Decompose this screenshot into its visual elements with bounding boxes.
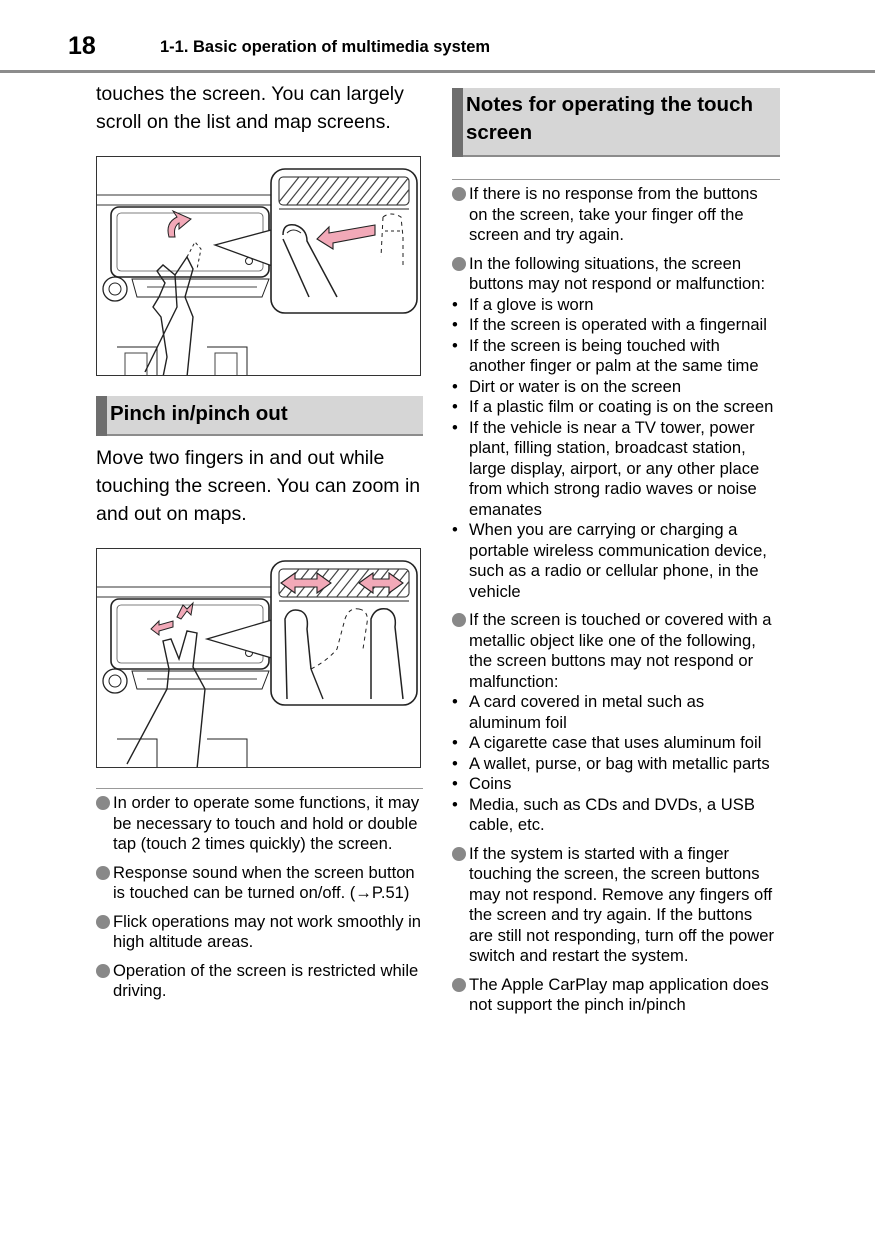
note-text: In order to operate some functions, it may be necessary to touch and hold or double tap (touch 2 times quickly) the screen. [113, 793, 420, 853]
sub-bullet-icon: • [452, 397, 458, 416]
page-number: 18 [68, 32, 96, 60]
bullet-circle-icon [96, 964, 110, 978]
page-header [0, 0, 875, 74]
note-text: If the system is started with a finger touching the screen, the screen buttons may not respond. Remove any fingers off the screen and try again. If the buttons are still not responding, turn off the power switch and restart the system. [469, 843, 775, 965]
flick-intro-text: touches the screen. You can largely scroll on the list and map screens. [96, 83, 404, 133]
notes-heading [452, 88, 780, 157]
note-item [96, 793, 423, 855]
sub-item-text: If the screen is operated with a fingernail [469, 315, 767, 334]
notes-rule-right [452, 179, 780, 180]
sub-item-text: When you are carrying or charging a portable wireless communication device, such as a radio or cellular phone, in the vehicle [469, 520, 767, 601]
sub-bullet-icon: • [452, 315, 458, 334]
note-text: In the following situations, the screen buttons may not respond or malfunction: [469, 253, 766, 293]
sub-bullet-icon: • [452, 794, 458, 814]
sub-item-text: If the screen is being touched with another finger or palm at the same time [469, 335, 759, 375]
bullet-circle-icon [452, 257, 466, 271]
pinch-heading-text: Pinch in/pinch out [110, 402, 288, 425]
flick-illustration-svg [97, 157, 421, 376]
note-item [452, 610, 780, 692]
notes-heading-text: Notes for operating the touch screen [466, 93, 753, 144]
note-text: Operation of the screen is restricted while driving. [113, 960, 419, 1000]
sub-list [452, 295, 780, 603]
bullet-circle-icon [452, 613, 466, 627]
sub-item [452, 295, 780, 316]
pinch-heading [96, 396, 423, 436]
sub-item-text: A wallet, purse, or bag with metallic parts [469, 753, 770, 773]
note-text: If the screen is touched or covered with a metallic object like one of the following, the screen buttons may not respond or malfunction: [469, 610, 772, 691]
sub-item [452, 733, 780, 754]
sub-item-text: If a plastic film or coating is on the screen [469, 397, 774, 416]
sub-bullet-icon: • [452, 733, 458, 752]
sub-bullet-icon: • [452, 520, 458, 539]
sub-item-text: A card covered in metal such as aluminum foil [469, 692, 705, 732]
sub-bullet-icon: • [452, 774, 458, 793]
note-text: If there is no response from the buttons on the screen, take your finger off the screen and try again. [469, 184, 758, 244]
note-text: The Apple CarPlay map application does not support the pinch in/pinch [469, 974, 769, 1014]
note-item [452, 254, 780, 295]
bullet-circle-icon [96, 915, 110, 929]
sub-item [452, 795, 780, 836]
sub-item [452, 377, 780, 398]
sub-bullet-icon: • [452, 376, 458, 396]
sub-item [452, 692, 780, 733]
sub-bullet-icon: • [452, 335, 458, 355]
sub-item [452, 315, 780, 336]
bullet-circle-icon [452, 187, 466, 201]
sub-item [452, 774, 780, 795]
sub-bullet-icon: • [452, 753, 458, 773]
sub-item-text: A cigarette case that uses aluminum foil [469, 733, 762, 752]
sub-item [452, 418, 780, 521]
sub-bullet-icon: • [452, 417, 458, 437]
note-item [96, 863, 423, 904]
bullet-circle-icon [96, 796, 110, 810]
sub-item [452, 336, 780, 377]
sub-bullet-icon: • [452, 692, 458, 711]
bullet-circle-icon [452, 847, 466, 861]
chapter-title: 1-1. Basic operation of multimedia system [160, 38, 491, 56]
sub-item-text: If a glove is worn [469, 294, 594, 314]
left-column [96, 80, 423, 1010]
right-column [452, 88, 780, 1024]
note-text: Response sound when the screen button is touched can be turned on/off. (→P.51) [113, 862, 415, 902]
note-item [452, 844, 780, 967]
note-item [452, 184, 780, 246]
sub-item [452, 754, 780, 775]
pinch-text: Move two fingers in and out while touching the screen. You can zoom in and out on maps. [96, 447, 421, 525]
right-notes-list [452, 184, 780, 1016]
bullet-circle-icon [96, 866, 110, 880]
sub-item-text: Media, such as CDs and DVDs, a USB cable, etc. [469, 794, 755, 834]
left-notes-list [96, 793, 423, 1002]
header-rule [0, 70, 875, 73]
note-text: Flick operations may not work smoothly in high altitude areas. [113, 911, 422, 951]
bullet-circle-icon [452, 978, 466, 992]
note-item [96, 961, 423, 1002]
note-item [452, 975, 780, 1016]
sub-item [452, 397, 780, 418]
sub-item-text: Coins [469, 774, 512, 793]
note-item [96, 912, 423, 953]
sub-item-text: If the vehicle is near a TV tower, power plant, filling station, broadcast station, large display, airport, or any other place from which strong radio waves or noise emanates [469, 417, 760, 519]
sub-list [452, 692, 780, 836]
sub-item [452, 520, 780, 602]
sub-item-text: Dirt or water is on the screen [469, 376, 682, 396]
pinch-illustration [96, 548, 421, 768]
sub-bullet-icon: • [452, 294, 458, 314]
notes-rule-left [96, 788, 423, 789]
pinch-illustration-svg [97, 549, 421, 768]
flick-illustration [96, 156, 421, 376]
